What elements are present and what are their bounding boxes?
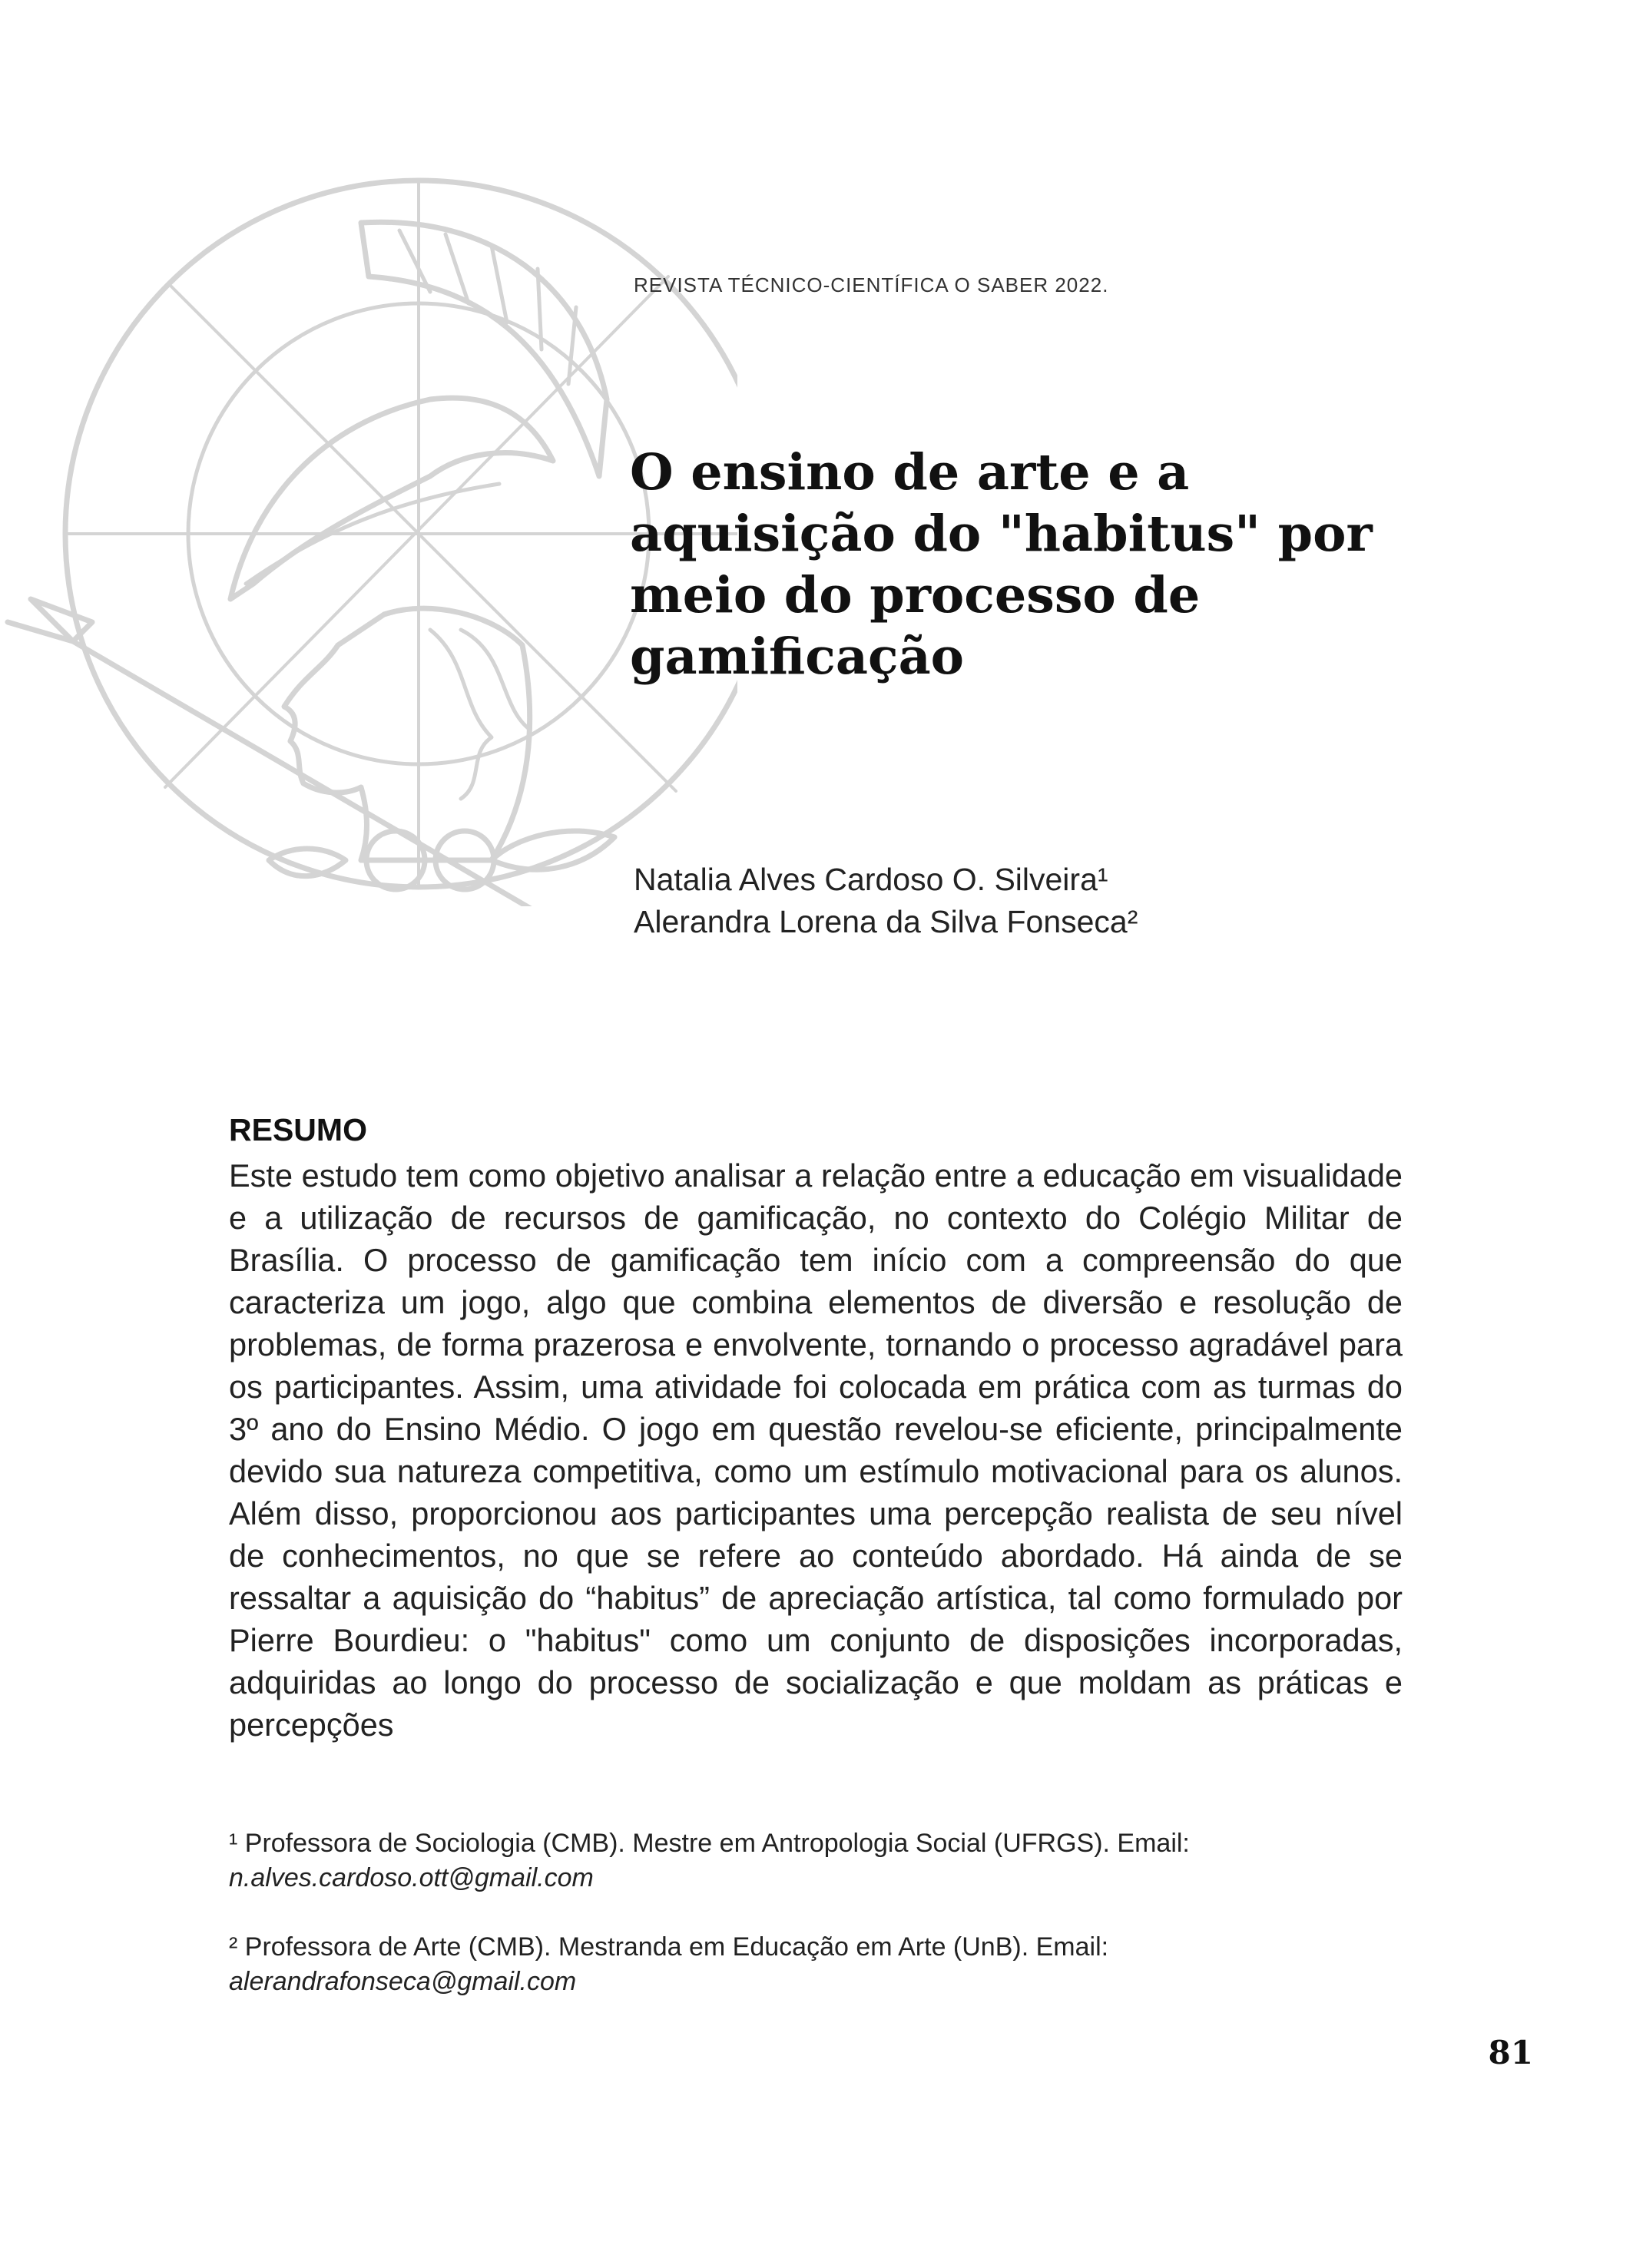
author-2: Alerandra Lorena da Silva Fonseca² (634, 904, 1138, 939)
footnote-1-text: ¹ Professora de Sociologia (CMB). Mestre em Antropologia Social (UFRGS). Email: (229, 1829, 1190, 1858)
footnote-1 (229, 1826, 1404, 1896)
helmet-crest (361, 222, 607, 476)
article-title: O ensino de arte e a aquisição do "habitus" por meio do processo de gamificação (630, 443, 1373, 686)
author-1: Natalia Alves Cardoso O. Silveira¹ (634, 862, 1108, 897)
footnote-2-email: alerandrafonseca@gmail.com (229, 1967, 577, 1996)
owl-wing-left (269, 849, 346, 876)
page-number: 81 (1488, 2034, 1533, 2071)
athena-hair (430, 630, 530, 799)
footnotes (229, 1826, 1404, 2034)
abstract-heading: RESUMO (229, 1112, 367, 1147)
helmet (230, 398, 553, 599)
journal-header: REVISTA TÉCNICO-CIENTÍFICA O SABER 2022. (634, 273, 1109, 296)
athena-emblem-watermark (0, 169, 737, 906)
footnote-2-text: ² Professora de Arte (CMB). Mestranda em Educação em Arte (UnB). Email: (229, 1932, 1109, 1962)
footnote-2 (229, 1930, 1404, 1999)
abstract-text: Este estudo tem como objetivo analisar a relação entre a educação em visualidade e a utilização de recursos de gamificação, no contexto do Colégio Militar de Brasília. O processo de gamificação tem início com a compreensão do que caracteriza um jogo, algo que combina elementos de diversão e resolução de problemas, de forma prazerosa e envolvente, tornando o processo agradável para os participantes. Assim, uma atividade foi colocada em prática com as turmas do 3º ano do Ensino Médio. O jogo em questão revelou-se eficiente, principalmente devido sua natureza competitiva, como um estímulo motivacional para os alunos. Além disso, proporcionou aos participantes uma percepção realista de seu nível de conhecimentos, no que se refere ao conteúdo abordado. Há ainda de se ressaltar a aquisição do “habitus” de apreciação artística, tal como formulado por Pierre Bourdieu: o "habitus" como um conjunto de disposições incorporadas, adquiridas ao longo do processo de socialização e que moldam as práticas e percepções (229, 1157, 1403, 1743)
helmet-crest-ribs (399, 230, 576, 384)
footnote-1-email: n.alves.cardoso.ott@gmail.com (229, 1863, 594, 1892)
athena-profile (284, 608, 530, 860)
author-list (634, 859, 1138, 943)
